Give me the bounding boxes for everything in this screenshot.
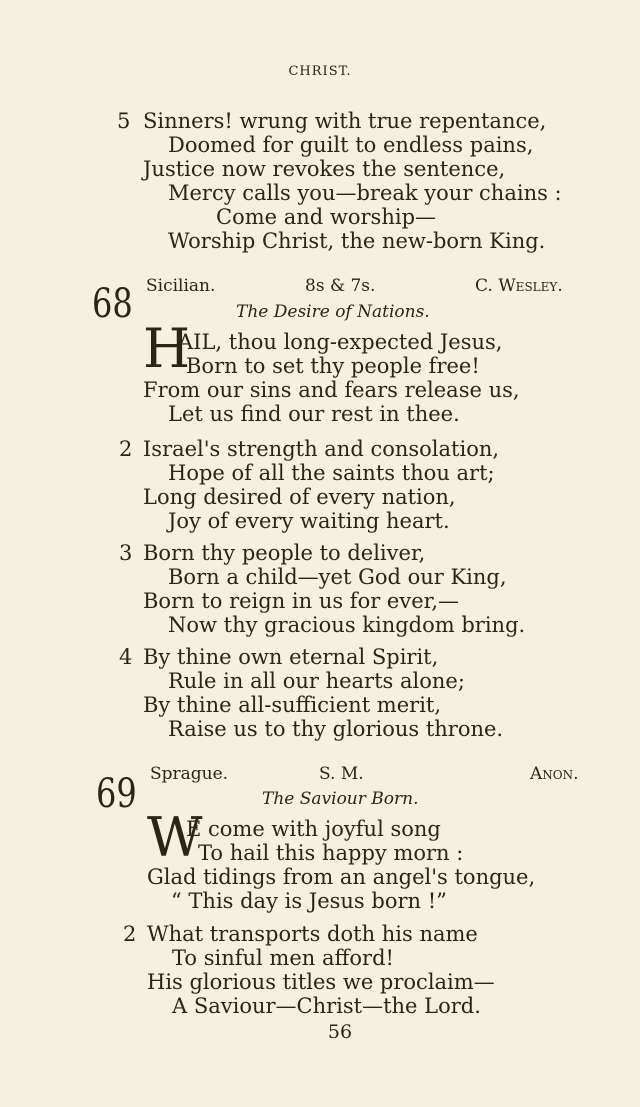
verse-line: Worship Christ, the new-born King.: [168, 229, 546, 253]
hymn-title: The Desire of Nations.: [236, 302, 430, 322]
verse-line: Hope of all the saints thou art;: [168, 461, 495, 485]
verse-line: Now thy gracious kingdom bring.: [168, 613, 526, 637]
verse-line: His glorious titles we proclaim—: [147, 970, 495, 994]
verse-line: Mercy calls you—break your chains :: [168, 181, 562, 205]
verse-line: Raise us to thy glorious throne.: [168, 717, 504, 741]
running-header: CHRIST.: [288, 64, 352, 79]
verse-line: What transports doth his name: [147, 922, 478, 946]
author: C. Wesley.: [475, 276, 563, 296]
tune-name: Sprague.: [150, 764, 229, 784]
verse-line: From our sins and fears release us,: [143, 378, 520, 402]
verse-line: Let us find our rest in thee.: [168, 402, 460, 426]
verse-line: To hail this happy morn :: [198, 841, 464, 865]
verse-line: Joy of every waiting heart.: [168, 509, 450, 533]
stanza-number: 2: [123, 922, 137, 946]
verse-line: Doomed for guilt to endless pains,: [168, 133, 534, 157]
meter: S. M.: [319, 764, 364, 784]
hymn-title: The Saviour Born.: [262, 789, 419, 809]
verse-line: Justice now revokes the sentence,: [143, 157, 506, 181]
verse-line: Israel's strength and consolation,: [143, 437, 500, 461]
verse-line: Sinners! wrung with true repentance,: [143, 109, 547, 133]
verse-line: Glad tidings from an angel's tongue,: [147, 865, 536, 889]
verse-line: E come with joyful song: [186, 817, 441, 841]
verse-line: Born to reign in us for ever,—: [143, 589, 460, 613]
verse-line: Born to set thy people free!: [186, 354, 480, 378]
drop-cap: W: [147, 806, 203, 869]
verse-line: By thine own eternal Spirit,: [143, 645, 439, 669]
verse-line: “ This day is Jesus born !”: [171, 889, 447, 913]
hymn-number: 68: [92, 281, 133, 327]
hymn-number: 69: [96, 771, 137, 817]
stanza-number: 5: [117, 109, 131, 133]
stanza-number: 4: [119, 645, 133, 669]
author: Anon.: [530, 764, 579, 784]
verse-line: Rule in all our hearts alone;: [168, 669, 465, 693]
verse-line: Come and worship—: [216, 205, 437, 229]
verse-line: Long desired of every nation,: [143, 485, 456, 509]
verse-line: By thine all-sufficient merit,: [143, 693, 442, 717]
drop-cap: H: [143, 317, 191, 380]
verse-line: A Saviour—Christ—the Lord.: [172, 994, 481, 1018]
stanza-number: 3: [119, 541, 133, 565]
meter: 8s & 7s.: [305, 276, 376, 296]
verse-line: To sinful men afford!: [172, 946, 394, 970]
verse-line: AIL, thou long-expected Jesus,: [178, 330, 503, 354]
verse-line: Born thy people to deliver,: [143, 541, 426, 565]
stanza-number: 2: [119, 437, 133, 461]
verse-line: Born a child—yet God our King,: [168, 565, 507, 589]
tune-name: Sicilian.: [146, 276, 216, 296]
page-number: 56: [327, 1021, 353, 1043]
